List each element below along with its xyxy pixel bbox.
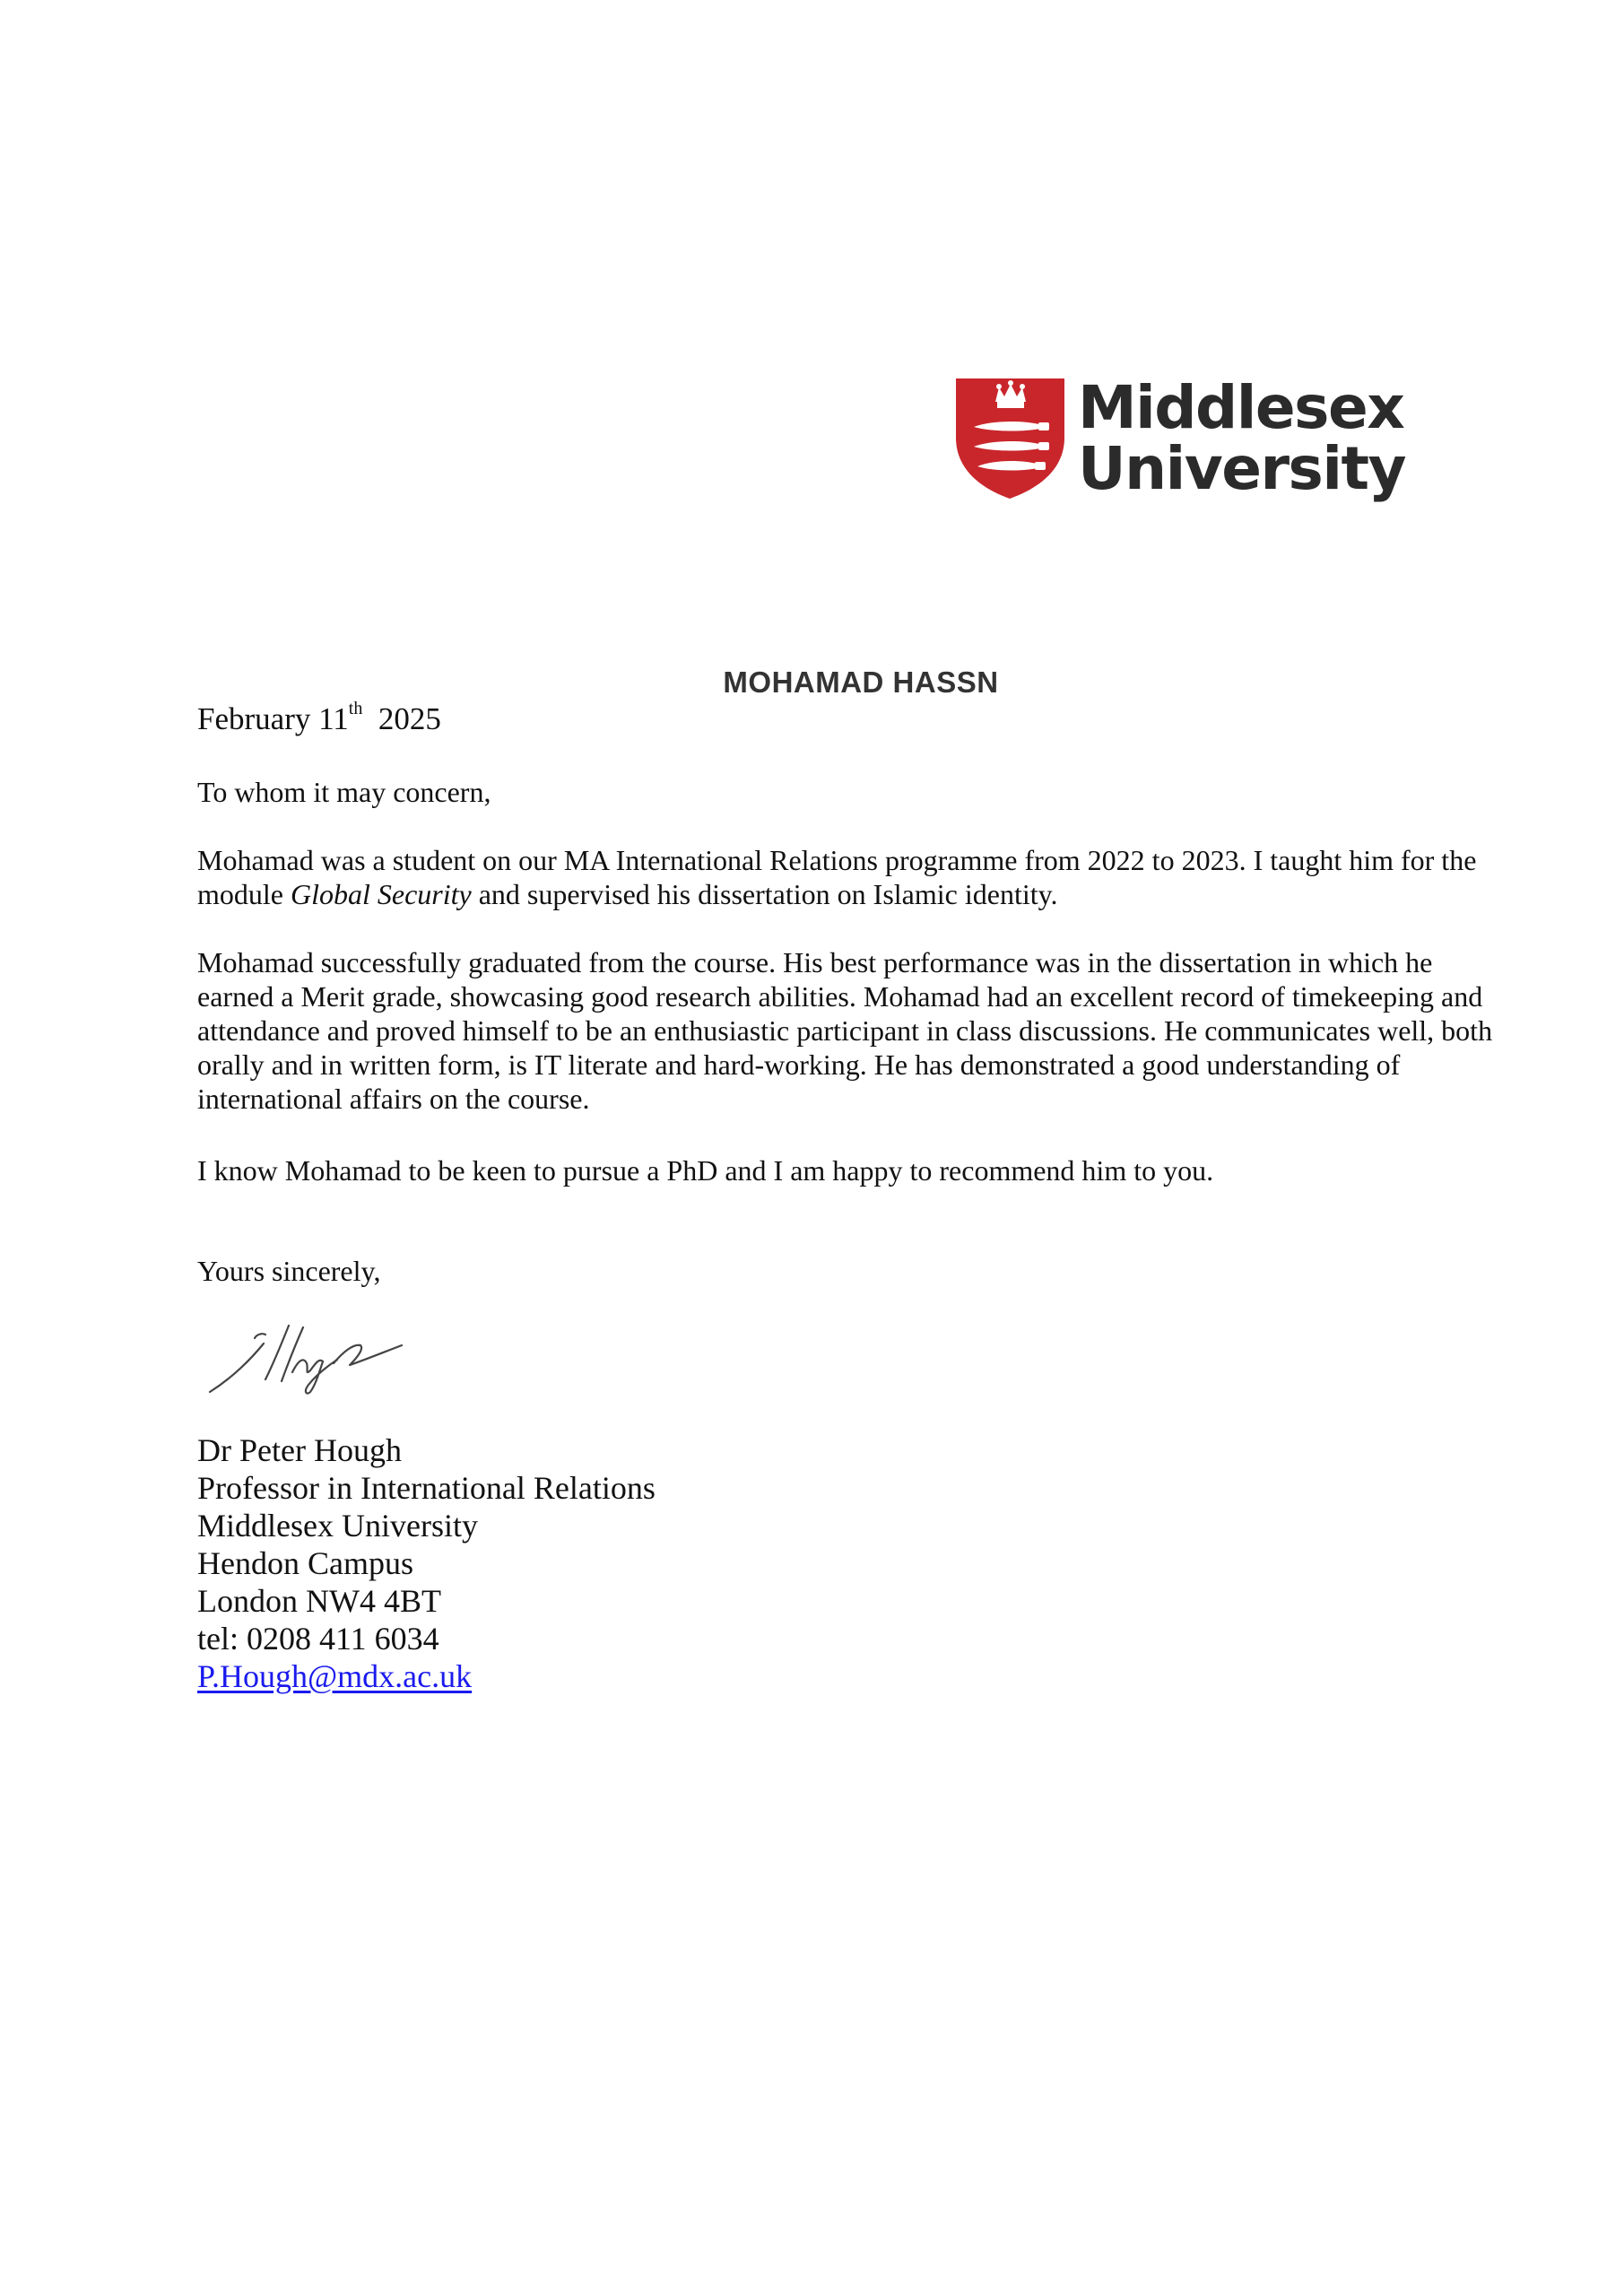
paragraph-3: I know Mohamad to be keen to pursue a PhD and I am happy to recommend him to you. xyxy=(197,1154,1214,1187)
signatory-email-link[interactable]: P.Hough@mdx.ac.uk xyxy=(197,1658,473,1694)
signatory-name: Dr Peter Hough xyxy=(197,1432,402,1468)
letter-date xyxy=(197,701,1507,737)
module-name: Global Security xyxy=(290,878,472,910)
university-logo xyxy=(954,368,1406,503)
paragraph-2: Mohamad successfully graduated from the course. His best performance was in the dissertation in which he earned a Merit grade, showcasing good research abilities. Mohamad had an excellent record of timekeeping and attendance and proved himself to be an enthusiastic participant in class discussions. He communicates well, both orally and in written form, is IT literate and hard-working. He has demonstrated a good understanding of international affairs on the course. xyxy=(197,946,1493,1115)
logo-wordmark-line1: Middlesex xyxy=(1078,373,1404,442)
signatory-city: London NW4 4BT xyxy=(197,1583,441,1619)
paragraph-1-part-a: Mohamad was a student on our MA International Relations programme from 2022 to 2023. I taught him for the module xyxy=(197,844,1477,910)
closing: Yours sincerely, xyxy=(197,1255,381,1287)
date-suffix: th xyxy=(348,699,363,719)
handwritten-signature xyxy=(203,1317,409,1397)
signatory-institution: Middlesex University xyxy=(197,1508,478,1544)
logo-wordmark-line2: University xyxy=(1078,434,1406,503)
signatory-phone: tel: 0208 411 6034 xyxy=(197,1621,439,1657)
student-name-heading: MOHAMAD HASSN xyxy=(723,665,999,699)
signatory-title: Professor in International Relations xyxy=(197,1470,656,1506)
signoff-block xyxy=(197,1431,656,1695)
paragraph-1 xyxy=(197,843,1507,911)
date-day: February 11 xyxy=(197,701,349,736)
salutation: To whom it may concern, xyxy=(197,776,491,808)
paragraph-1-part-b: and supervised his dissertation on Islamic identity. xyxy=(471,878,1058,910)
shield-icon xyxy=(954,375,1066,500)
date-year: 2025 xyxy=(378,701,441,736)
signatory-campus: Hendon Campus xyxy=(197,1545,413,1581)
